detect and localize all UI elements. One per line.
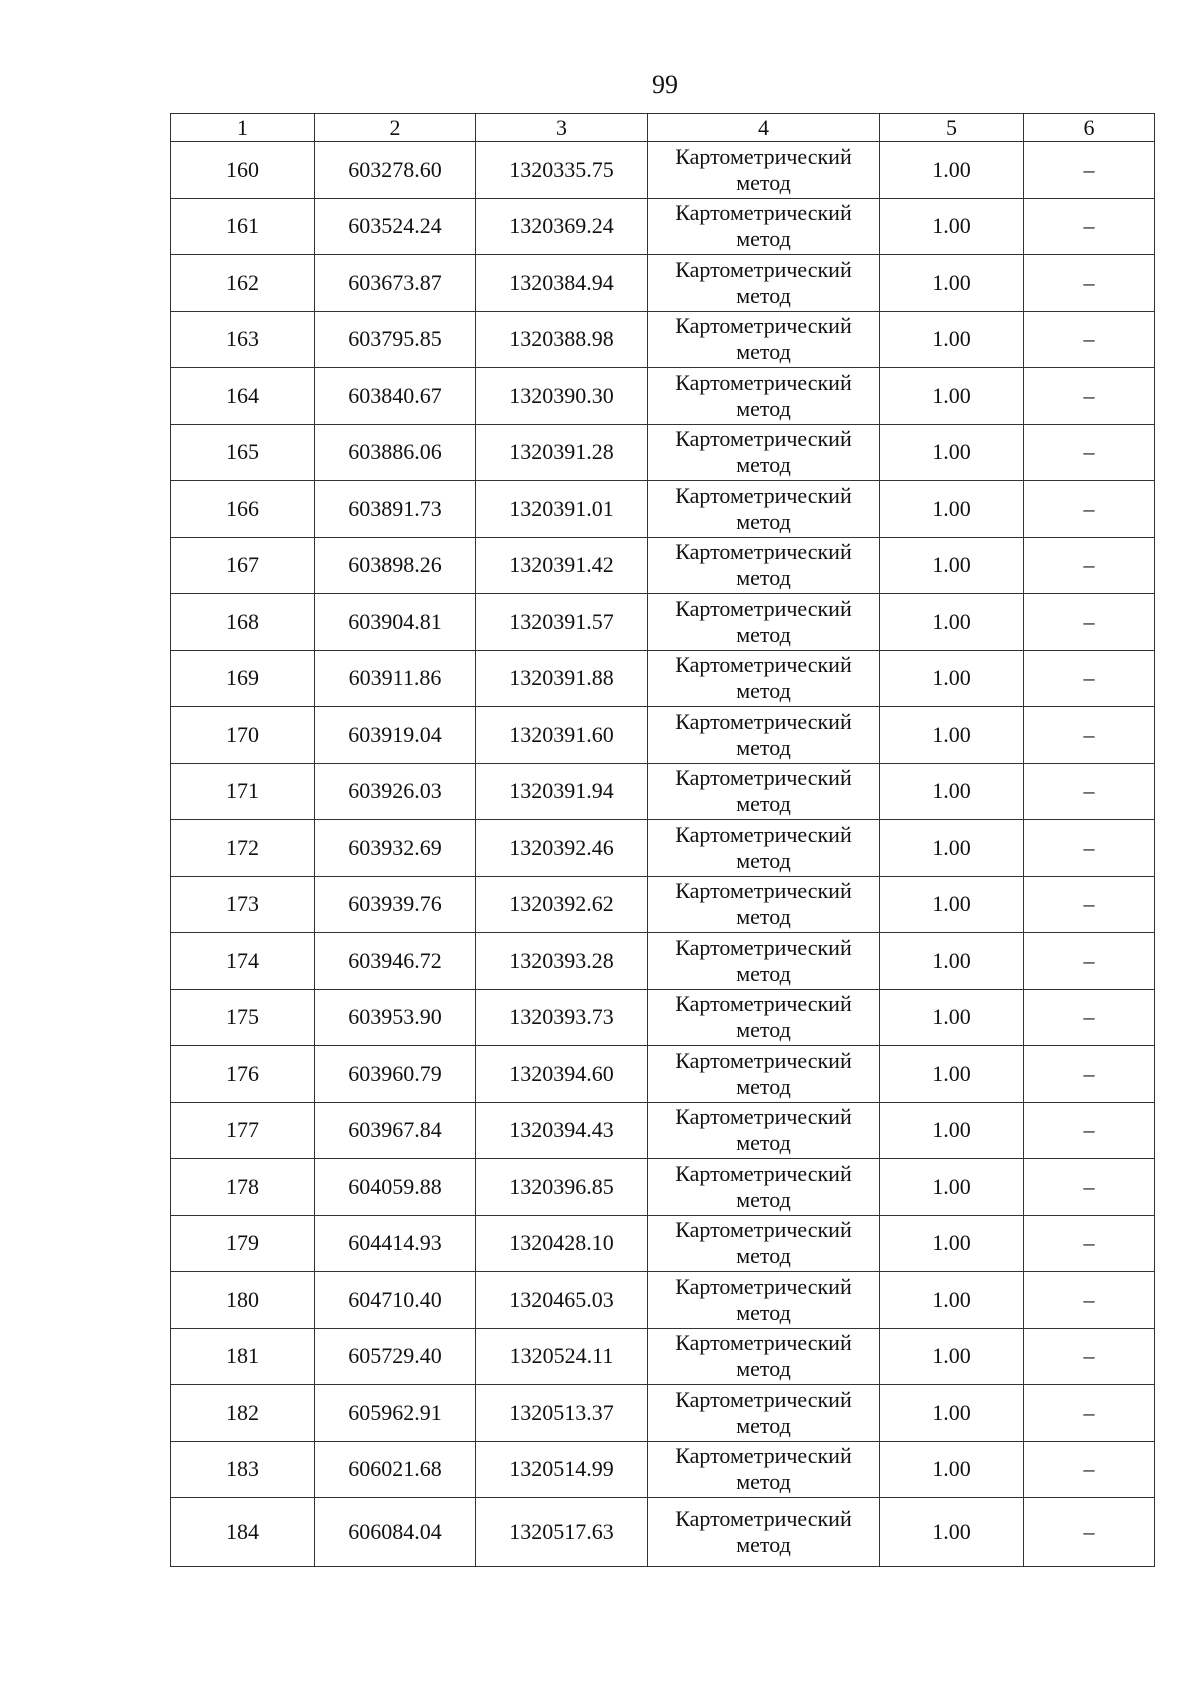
method-cell [648, 1272, 880, 1329]
accuracy-cell: 1.00 [880, 424, 1024, 481]
point-number-cell: 173 [171, 876, 315, 933]
table-row [171, 763, 1155, 820]
coordinates-table [170, 113, 1155, 1567]
y-coordinate-cell: 1320428.10 [476, 1215, 648, 1272]
note-cell [1024, 1385, 1155, 1442]
table-row [171, 820, 1155, 877]
table-row [171, 1046, 1155, 1103]
note-cell-text: – [1083, 213, 1095, 239]
method-cell [648, 594, 880, 651]
method-cell-text: Картометрический метод [675, 1273, 852, 1325]
method-cell [648, 424, 880, 481]
x-coordinate-cell: 605729.40 [315, 1328, 476, 1385]
point-number-cell: 162 [171, 255, 315, 312]
note-cell [1024, 1215, 1155, 1272]
table-row [171, 1102, 1155, 1159]
header-cell-3: 3 [476, 114, 648, 142]
table-row [171, 1215, 1155, 1272]
y-coordinate-cell: 1320514.99 [476, 1441, 648, 1498]
x-coordinate-cell: 603953.90 [315, 989, 476, 1046]
x-coordinate-cell: 603926.03 [315, 763, 476, 820]
note-cell-text: – [1083, 665, 1095, 691]
point-number-cell: 170 [171, 707, 315, 764]
point-number-cell: 183 [171, 1441, 315, 1498]
header-row [171, 114, 1155, 142]
page-number: 99 [652, 70, 678, 99]
x-coordinate-cell: 605962.91 [315, 1385, 476, 1442]
method-cell-text: Картометрический метод [675, 878, 852, 930]
note-cell-text: – [1083, 156, 1095, 182]
table-row [171, 594, 1155, 651]
method-cell-text: Картометрический метод [675, 256, 852, 308]
y-coordinate-cell: 1320391.28 [476, 424, 648, 481]
method-cell-text: Картометрический метод [675, 143, 852, 195]
y-coordinate-cell: 1320391.01 [476, 481, 648, 538]
point-number-cell: 176 [171, 1046, 315, 1103]
table-row [171, 537, 1155, 594]
method-cell [648, 1498, 880, 1567]
method-cell-text: Картометрический метод [675, 991, 852, 1043]
method-cell-text: Картометрический метод [675, 708, 852, 760]
point-number-cell: 166 [171, 481, 315, 538]
accuracy-cell: 1.00 [880, 763, 1024, 820]
x-coordinate-cell: 603278.60 [315, 142, 476, 199]
method-cell-text: Картометрический метод [675, 200, 852, 252]
y-coordinate-cell: 1320391.88 [476, 650, 648, 707]
method-cell [648, 1441, 880, 1498]
method-cell [648, 820, 880, 877]
header-cell-5: 5 [880, 114, 1024, 142]
x-coordinate-cell: 604059.88 [315, 1159, 476, 1216]
table-body [171, 142, 1155, 1567]
method-cell [648, 933, 880, 990]
y-coordinate-cell: 1320394.60 [476, 1046, 648, 1103]
note-cell [1024, 1102, 1155, 1159]
y-coordinate-cell: 1320392.46 [476, 820, 648, 877]
point-number-cell: 167 [171, 537, 315, 594]
x-coordinate-cell: 603960.79 [315, 1046, 476, 1103]
x-coordinate-cell: 603946.72 [315, 933, 476, 990]
table-row [171, 311, 1155, 368]
note-cell [1024, 1328, 1155, 1385]
note-cell-text: – [1083, 947, 1095, 973]
method-cell [648, 1102, 880, 1159]
point-number-cell: 181 [171, 1328, 315, 1385]
method-cell [648, 198, 880, 255]
note-cell [1024, 1159, 1155, 1216]
point-number-cell: 164 [171, 368, 315, 425]
method-cell-text: Картометрический метод [675, 1160, 852, 1212]
accuracy-cell: 1.00 [880, 707, 1024, 764]
y-coordinate-cell: 1320335.75 [476, 142, 648, 199]
y-coordinate-cell: 1320524.11 [476, 1328, 648, 1385]
y-coordinate-cell: 1320392.62 [476, 876, 648, 933]
note-cell [1024, 198, 1155, 255]
header-cell-4: 4 [648, 114, 880, 142]
note-cell-text: – [1083, 1456, 1095, 1482]
method-cell-text: Картометрический метод [675, 426, 852, 478]
point-number-cell: 169 [171, 650, 315, 707]
table-row [171, 650, 1155, 707]
x-coordinate-cell: 603840.67 [315, 368, 476, 425]
x-coordinate-cell: 603795.85 [315, 311, 476, 368]
x-coordinate-cell: 606084.04 [315, 1498, 476, 1567]
method-cell [648, 763, 880, 820]
point-number-cell: 177 [171, 1102, 315, 1159]
accuracy-cell: 1.00 [880, 1102, 1024, 1159]
accuracy-cell: 1.00 [880, 255, 1024, 312]
note-cell [1024, 876, 1155, 933]
note-cell [1024, 142, 1155, 199]
note-cell-text: – [1083, 721, 1095, 747]
table-row [171, 1328, 1155, 1385]
accuracy-cell: 1.00 [880, 1215, 1024, 1272]
table-row [171, 876, 1155, 933]
y-coordinate-cell: 1320513.37 [476, 1385, 648, 1442]
table-header [171, 114, 1155, 142]
note-cell [1024, 1272, 1155, 1329]
method-cell [648, 311, 880, 368]
method-cell [648, 876, 880, 933]
x-coordinate-cell: 603919.04 [315, 707, 476, 764]
x-coordinate-cell: 603967.84 [315, 1102, 476, 1159]
table-row [171, 707, 1155, 764]
note-cell [1024, 933, 1155, 990]
table-row [171, 368, 1155, 425]
table-row [171, 1272, 1155, 1329]
method-cell-text: Картометрический метод [675, 482, 852, 534]
method-cell [648, 368, 880, 425]
y-coordinate-cell: 1320396.85 [476, 1159, 648, 1216]
method-cell-text: Картометрический метод [675, 1047, 852, 1099]
accuracy-cell: 1.00 [880, 1441, 1024, 1498]
point-number-cell: 174 [171, 933, 315, 990]
x-coordinate-cell: 603939.76 [315, 876, 476, 933]
x-coordinate-cell: 603898.26 [315, 537, 476, 594]
method-cell-text: Картометрический метод [675, 1506, 852, 1557]
method-cell [648, 1215, 880, 1272]
table-row [171, 933, 1155, 990]
note-cell [1024, 311, 1155, 368]
point-number-cell: 184 [171, 1498, 315, 1567]
note-cell-text: – [1083, 1399, 1095, 1425]
x-coordinate-cell: 603904.81 [315, 594, 476, 651]
x-coordinate-cell: 604414.93 [315, 1215, 476, 1272]
y-coordinate-cell: 1320384.94 [476, 255, 648, 312]
note-cell-text: – [1083, 1060, 1095, 1086]
point-number-cell: 180 [171, 1272, 315, 1329]
note-cell [1024, 650, 1155, 707]
note-cell-text: – [1083, 1004, 1095, 1030]
method-cell-text: Картометрический метод [675, 765, 852, 817]
table-row [171, 1498, 1155, 1567]
point-number-cell: 171 [171, 763, 315, 820]
accuracy-cell: 1.00 [880, 594, 1024, 651]
table-row [171, 142, 1155, 199]
method-cell-text: Картометрический метод [675, 1217, 852, 1269]
header-cell-1: 1 [171, 114, 315, 142]
note-cell [1024, 1498, 1155, 1567]
note-cell [1024, 707, 1155, 764]
point-number-cell: 179 [171, 1215, 315, 1272]
note-cell-text: – [1083, 891, 1095, 917]
note-cell [1024, 481, 1155, 538]
method-cell-text: Картометрический метод [675, 652, 852, 704]
accuracy-cell: 1.00 [880, 198, 1024, 255]
accuracy-cell: 1.00 [880, 1272, 1024, 1329]
note-cell [1024, 763, 1155, 820]
accuracy-cell: 1.00 [880, 481, 1024, 538]
note-cell-text: – [1083, 1343, 1095, 1369]
method-cell [648, 650, 880, 707]
note-cell-text: – [1083, 1519, 1095, 1544]
note-cell [1024, 255, 1155, 312]
note-cell-text: – [1083, 269, 1095, 295]
method-cell [648, 481, 880, 538]
x-coordinate-cell: 603911.86 [315, 650, 476, 707]
x-coordinate-cell: 604710.40 [315, 1272, 476, 1329]
note-cell [1024, 594, 1155, 651]
x-coordinate-cell: 603891.73 [315, 481, 476, 538]
header-cell-2: 2 [315, 114, 476, 142]
method-cell-text: Картометрический метод [675, 934, 852, 986]
y-coordinate-cell: 1320394.43 [476, 1102, 648, 1159]
method-cell [648, 989, 880, 1046]
method-cell-text: Картометрический метод [675, 1443, 852, 1495]
point-number-cell: 161 [171, 198, 315, 255]
point-number-cell: 175 [171, 989, 315, 1046]
method-cell-text: Картометрический метод [675, 369, 852, 421]
point-number-cell: 165 [171, 424, 315, 481]
table-row [171, 424, 1155, 481]
accuracy-cell: 1.00 [880, 1328, 1024, 1385]
y-coordinate-cell: 1320391.57 [476, 594, 648, 651]
method-cell [648, 1385, 880, 1442]
method-cell [648, 142, 880, 199]
y-coordinate-cell: 1320391.60 [476, 707, 648, 764]
point-number-cell: 160 [171, 142, 315, 199]
y-coordinate-cell: 1320390.30 [476, 368, 648, 425]
method-cell-text: Картометрический метод [675, 313, 852, 365]
note-cell [1024, 1046, 1155, 1103]
table-row [171, 198, 1155, 255]
note-cell [1024, 989, 1155, 1046]
x-coordinate-cell: 603886.06 [315, 424, 476, 481]
table-row [171, 255, 1155, 312]
note-cell-text: – [1083, 608, 1095, 634]
x-coordinate-cell: 603524.24 [315, 198, 476, 255]
note-cell-text: – [1083, 495, 1095, 521]
y-coordinate-cell: 1320465.03 [476, 1272, 648, 1329]
note-cell [1024, 537, 1155, 594]
x-coordinate-cell: 606021.68 [315, 1441, 476, 1498]
note-cell [1024, 424, 1155, 481]
note-cell [1024, 820, 1155, 877]
accuracy-cell: 1.00 [880, 142, 1024, 199]
y-coordinate-cell: 1320369.24 [476, 198, 648, 255]
note-cell-text: – [1083, 552, 1095, 578]
accuracy-cell: 1.00 [880, 820, 1024, 877]
point-number-cell: 178 [171, 1159, 315, 1216]
y-coordinate-cell: 1320391.94 [476, 763, 648, 820]
method-cell-text: Картометрический метод [675, 595, 852, 647]
accuracy-cell: 1.00 [880, 537, 1024, 594]
x-coordinate-cell: 603673.87 [315, 255, 476, 312]
method-cell-text: Картометрический метод [675, 1386, 852, 1438]
method-cell [648, 1328, 880, 1385]
note-cell-text: – [1083, 439, 1095, 465]
y-coordinate-cell: 1320517.63 [476, 1498, 648, 1567]
accuracy-cell: 1.00 [880, 1159, 1024, 1216]
note-cell [1024, 368, 1155, 425]
method-cell [648, 1159, 880, 1216]
note-cell-text: – [1083, 1117, 1095, 1143]
point-number-cell: 182 [171, 1385, 315, 1442]
table-row [171, 1159, 1155, 1216]
y-coordinate-cell: 1320391.42 [476, 537, 648, 594]
accuracy-cell: 1.00 [880, 1385, 1024, 1442]
accuracy-cell: 1.00 [880, 933, 1024, 990]
note-cell-text: – [1083, 1173, 1095, 1199]
accuracy-cell: 1.00 [880, 1046, 1024, 1103]
method-cell [648, 255, 880, 312]
y-coordinate-cell: 1320388.98 [476, 311, 648, 368]
accuracy-cell: 1.00 [880, 876, 1024, 933]
y-coordinate-cell: 1320393.28 [476, 933, 648, 990]
table-row [171, 1385, 1155, 1442]
method-cell [648, 707, 880, 764]
point-number-cell: 168 [171, 594, 315, 651]
note-cell-text: – [1083, 382, 1095, 408]
note-cell-text: – [1083, 1230, 1095, 1256]
accuracy-cell: 1.00 [880, 1498, 1024, 1567]
method-cell [648, 537, 880, 594]
x-coordinate-cell: 603932.69 [315, 820, 476, 877]
note-cell-text: – [1083, 778, 1095, 804]
accuracy-cell: 1.00 [880, 368, 1024, 425]
table-row [171, 481, 1155, 538]
point-number-cell: 163 [171, 311, 315, 368]
y-coordinate-cell: 1320393.73 [476, 989, 648, 1046]
method-cell-text: Картометрический метод [675, 539, 852, 591]
note-cell [1024, 1441, 1155, 1498]
method-cell [648, 1046, 880, 1103]
method-cell-text: Картометрический метод [675, 1330, 852, 1382]
table-row [171, 1441, 1155, 1498]
note-cell-text: – [1083, 1286, 1095, 1312]
note-cell-text: – [1083, 834, 1095, 860]
accuracy-cell: 1.00 [880, 650, 1024, 707]
table-row [171, 989, 1155, 1046]
accuracy-cell: 1.00 [880, 989, 1024, 1046]
point-number-cell: 172 [171, 820, 315, 877]
header-cell-6: 6 [1024, 114, 1155, 142]
method-cell-text: Картометрический метод [675, 821, 852, 873]
accuracy-cell: 1.00 [880, 311, 1024, 368]
note-cell-text: – [1083, 326, 1095, 352]
method-cell-text: Картометрический метод [675, 1104, 852, 1156]
